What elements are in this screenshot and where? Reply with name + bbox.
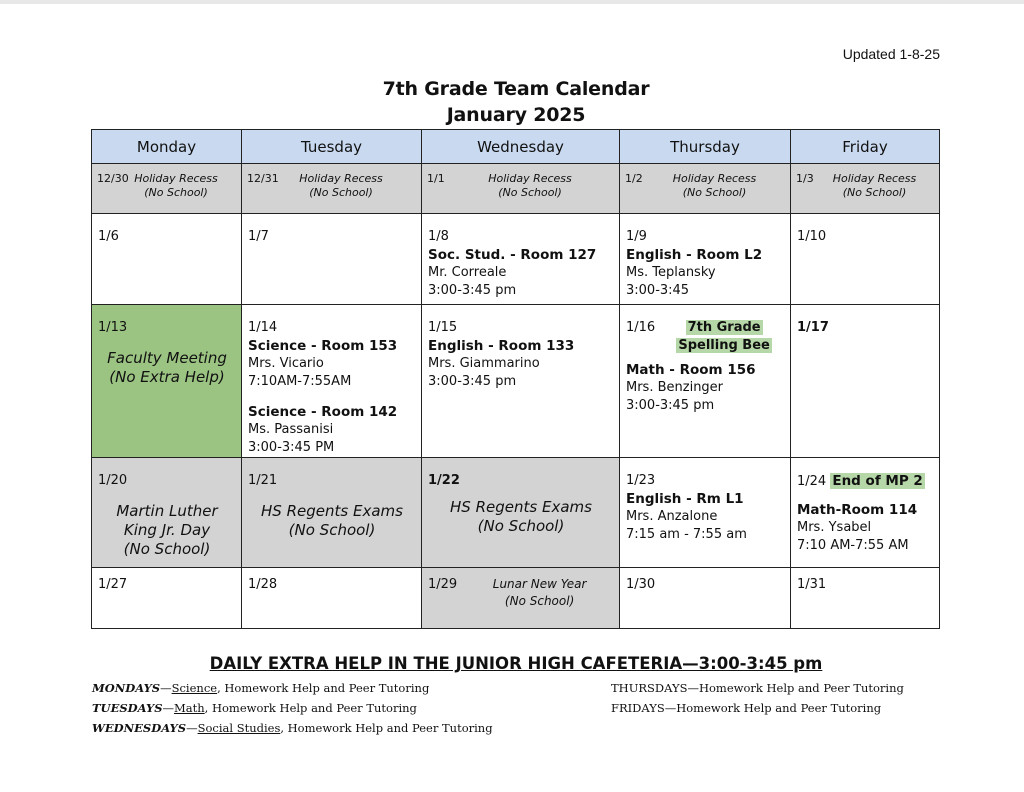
no-school-label: (No School) <box>144 186 208 199</box>
day-cell-1-13 <box>92 305 242 458</box>
date: 12/30 <box>97 172 129 185</box>
week-row-0 <box>92 164 940 214</box>
header-row <box>92 130 940 164</box>
date: 1/10 <box>797 229 827 244</box>
holiday-label: Holiday Recess <box>299 172 383 185</box>
schedule-right <box>611 678 904 718</box>
date: 1/14 <box>248 320 278 335</box>
day-cell-1-21 <box>242 458 422 568</box>
date: 1/8 <box>428 229 449 244</box>
teacher: Mrs. Giammarino <box>428 356 540 371</box>
schedule-left <box>92 678 493 738</box>
date: 1/27 <box>98 577 128 592</box>
no-school-label: (No School) <box>682 186 747 199</box>
teacher: Mrs. Anzalone <box>626 509 718 524</box>
room: English - Room 133 <box>428 338 575 354</box>
time: 3:00-3:45 pm <box>626 398 715 413</box>
no-school-label: (No School) <box>842 186 907 199</box>
room: English - Rm L1 <box>626 491 744 507</box>
holiday-label: Holiday Recess <box>488 172 572 185</box>
date: 1/2 <box>625 172 643 185</box>
calendar-title: 7th Grade Team Calendar <box>382 78 650 100</box>
date: 1/21 <box>248 473 278 488</box>
date: 1/30 <box>626 577 656 592</box>
date: 1/16 <box>626 320 656 335</box>
holiday-label: Holiday Recess <box>832 172 917 185</box>
room: Math - Room 156 <box>626 362 756 378</box>
header-friday: Friday <box>791 130 940 164</box>
no-school-label: (No School) <box>498 186 562 199</box>
date: 1/7 <box>248 229 269 244</box>
room: Soc. Stud. - Room 127 <box>428 247 597 263</box>
event-end-mp2: End of MP 2 <box>832 473 923 489</box>
day-cell-1-28 <box>242 568 422 629</box>
day-cell-1-6 <box>92 214 242 305</box>
room: Science - Room 142 <box>248 404 398 420</box>
day-cell-1-9 <box>620 214 791 305</box>
date: 1/1 <box>427 172 445 185</box>
updated-date: Updated 1-8-25 <box>842 46 940 62</box>
schedule-wednesday: WEDNESDAYS—Social Studies, Homework Help and Peer Tutoring <box>92 721 493 735</box>
schedule-thursday: THURSDAYS—Homework Help and Peer Tutoring <box>611 681 904 695</box>
date: 1/23 <box>626 473 656 488</box>
event-no-school: (No School) <box>477 517 565 535</box>
date: 1/24 <box>797 474 827 489</box>
header-thursday: Thursday <box>620 130 791 164</box>
date: 1/15 <box>428 320 458 335</box>
teacher: Ms. Teplansky <box>626 265 716 280</box>
day-cell-1-23 <box>620 458 791 568</box>
day-cell-1-24 <box>791 458 940 568</box>
teacher: Ms. Passanisi <box>248 422 334 437</box>
teacher: Mrs. Benzinger <box>626 380 724 395</box>
subject-science: Science <box>171 681 218 695</box>
event-no-school: (No School) <box>504 594 575 608</box>
event-regents: HS Regents Exams <box>261 502 403 520</box>
daily-extra-help-heading: DAILY EXTRA HELP IN THE JUNIOR HIGH CAFETERIA—3:00-3:45 pm <box>209 654 823 673</box>
event-no-school: (No School) <box>288 521 376 539</box>
room: Math-Room 114 <box>797 502 918 518</box>
date: 1/9 <box>626 229 647 244</box>
day-cell-12-31 <box>242 164 422 214</box>
calendar-table <box>91 129 940 629</box>
day-cell-1-7 <box>242 214 422 305</box>
week-row-2 <box>92 305 940 458</box>
day-cell-1-10 <box>791 214 940 305</box>
day-cell-1-16 <box>620 305 791 458</box>
day-cell-1-2 <box>620 164 791 214</box>
schedule-monday: MONDAYS—Science, Homework Help and Peer Tutoring <box>92 681 430 695</box>
date: 1/31 <box>797 577 827 592</box>
date: 1/17 <box>797 320 829 335</box>
header-tuesday: Tuesday <box>242 130 422 164</box>
teacher: Mrs. Vicario <box>248 356 324 371</box>
day-cell-1-22 <box>422 458 620 568</box>
day-cell-12-30 <box>92 164 242 214</box>
calendar-month: January 2025 <box>446 104 586 126</box>
day-cell-1-29 <box>422 568 620 629</box>
date: 1/20 <box>98 473 128 488</box>
time: 7:15 am - 7:55 am <box>626 527 747 542</box>
event-regents: HS Regents Exams <box>450 498 592 516</box>
time: 3:00-3:45 PM <box>248 440 335 455</box>
date: 12/31 <box>247 172 279 185</box>
holiday-label: Holiday Recess <box>672 172 757 185</box>
holiday-label: Holiday Recess <box>134 172 218 185</box>
date: 1/28 <box>248 577 278 592</box>
day-cell-1-17 <box>791 305 940 458</box>
event-mlk-2: King Jr. Day <box>123 521 211 539</box>
event-no-school: (No School) <box>123 540 211 558</box>
header-wednesday: Wednesday <box>422 130 620 164</box>
teacher: Mrs. Ysabel <box>797 520 872 535</box>
event-faculty-meeting: Faculty Meeting <box>107 349 227 367</box>
date: 1/6 <box>98 229 119 244</box>
date: 1/13 <box>98 320 128 335</box>
subject-math: Math <box>174 701 205 715</box>
event-lunar-new-year: Lunar New Year <box>492 577 587 591</box>
day-cell-1-14 <box>242 305 422 458</box>
date: 1/3 <box>796 172 814 185</box>
header-monday: Monday <box>92 130 242 164</box>
subject-social-studies: Social Studies <box>197 721 281 735</box>
teacher: Mr. Correale <box>428 265 507 280</box>
room: English - Room L2 <box>626 247 763 263</box>
event-mlk-1: Martin Luther <box>116 502 218 520</box>
date: 1/22 <box>428 473 460 488</box>
day-cell-1-1 <box>422 164 620 214</box>
event-spelling-bee-1: 7th Grade <box>687 320 761 335</box>
day-cell-1-30 <box>620 568 791 629</box>
event-spelling-bee-2: Spelling Bee <box>678 338 770 353</box>
day-cell-1-27 <box>92 568 242 629</box>
time: 7:10AM-7:55AM <box>248 374 352 389</box>
schedule-tuesday: TUESDAYS—Math, Homework Help and Peer Tutoring <box>92 701 417 715</box>
day-cell-1-15 <box>422 305 620 458</box>
week-row-3 <box>92 458 940 568</box>
time: 3:00-3:45 pm <box>428 374 517 389</box>
date: 1/29 <box>428 577 458 592</box>
day-cell-1-3 <box>791 164 940 214</box>
week-row-1 <box>92 214 940 305</box>
time: 7:10 AM-7:55 AM <box>797 538 909 553</box>
room: Science - Room 153 <box>248 338 398 354</box>
time: 3:00-3:45 pm <box>428 283 517 298</box>
schedule-friday: FRIDAYS—Homework Help and Peer Tutoring <box>611 701 882 715</box>
no-school-label: (No School) <box>309 186 373 199</box>
top-border <box>0 0 1024 4</box>
day-cell-1-8 <box>422 214 620 305</box>
week-row-4 <box>92 568 940 629</box>
event-no-extra-help: (No Extra Help) <box>109 368 225 386</box>
day-cell-1-31 <box>791 568 940 629</box>
day-cell-1-20 <box>92 458 242 568</box>
time: 3:00-3:45 <box>626 283 690 298</box>
